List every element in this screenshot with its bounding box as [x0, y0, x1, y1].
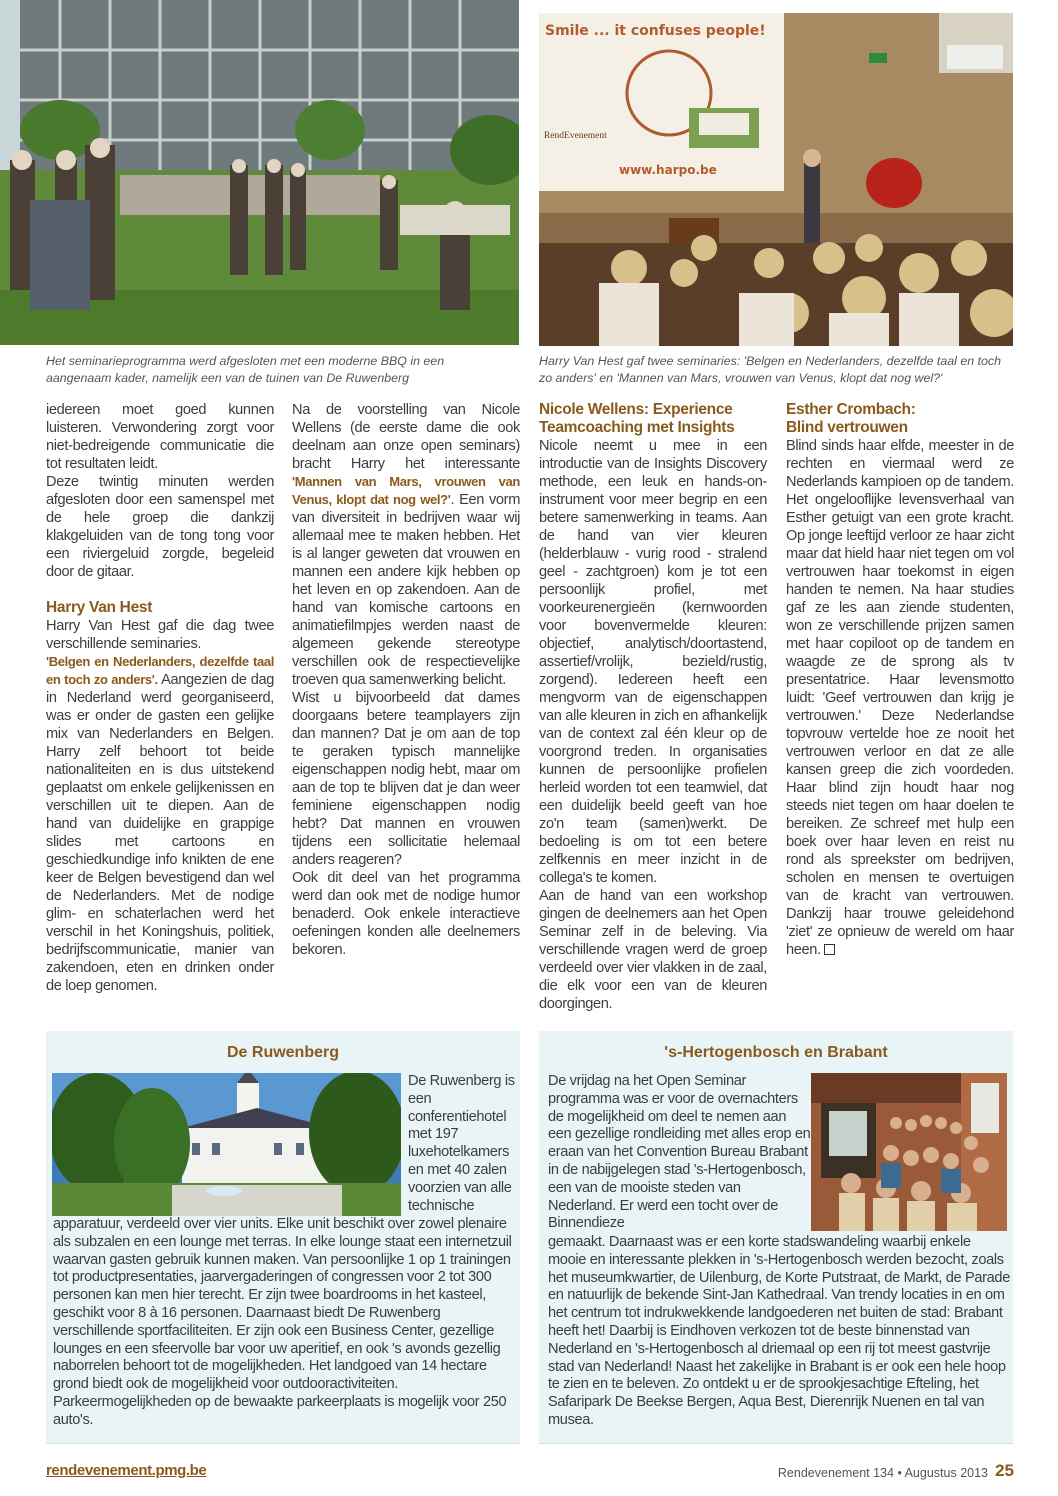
seminar-title: 'Mannen van Mars, vrouwen van Venus, klopt dat nog wel?'	[292, 474, 520, 507]
caption-seminar-photo: Harry Van Hest gaf twee seminaries: 'Belgen en Nederlanders, dezelfde taal en toch zo anders' en 'Mannen van Mars, vrouwen van Venus, klopt dat nog wel?'	[539, 354, 1001, 385]
article-column-2	[292, 401, 520, 959]
footer-issue-info: Rendevenement 134 • Augustus 2013	[777, 1466, 988, 1480]
info-box-de-ruwenberg	[46, 1031, 520, 1444]
paragraph: Wist u bijvoorbeeld dat dames doorgaans betere teamplayers zijn dan mannen? Dat je om aan de top te geraken typisch mannelijke eigenschappen nodig hebt, maar om aan de top te blijven dat je dan weer feminiene eigenschappen nodig hebt? Dat mannen en vrouwen tijdens een sollicitatie helemaal anders reageren?	[292, 690, 520, 868]
end-of-article-icon	[824, 944, 835, 955]
paragraph: Deze twintig minuten werden afgesloten door een samenspel met de hele groep die dankzij klakgeluiden van de tong tong voor een riviergeluid zorgde, begeleid door de gitaar.	[46, 474, 274, 580]
screen-url: www.harpo.be	[619, 163, 717, 177]
paragraph: Ook dit deel van het programma werd dan ook met de nodige humor benaderd. Ook enkele interactieve oefeningen konden alle deelnemers bekoren.	[292, 870, 520, 958]
paragraph: Na de voorstelling van Nicole Wellens (de eerste dame die ook deelnam aan onze open seminars) bracht Harry het interessante 'Mannen van Mars, vrouwen van Venus, klopt dat nog wel?'. Een vorm van diversiteit in bedrijven waar wij allemaal mee te maken hebben. Het is al langer geweten dat vrouwen en mannen een andere kijk hebben op het leven en op zakendoen. Aan de hand van komische cartoons en animatiefilmpjes werden naast de algemeen gekende stereotype verschillen ook de respectievelijke troeven qua samenwerking belicht.	[292, 402, 520, 688]
seminar-title: 'Belgen en Nederlanders, dezelfde taal en toch zo anders'.	[46, 654, 274, 687]
photo-group-tour	[811, 1073, 1007, 1231]
paragraph: Nicole neemt u mee in een introductie van de Insights Discovery methode, een leuk en hands-on-instrument voor meer begrip en een betere samenwerking in teams. Aan de hand van vier kleuren (helderblauw - vurig rood - stralend geel - zachtgroen) kom je tot een persoonlijk profiel, met voorkeurenergieën (kernwoorden voor bovenvermelde kleuren: objectief, analytisch/doortastend, assertief/vrolijk, bezield/rustig, zorgend). Iedereen heeft een mengvorm van de eigenschappen van alle kleuren in zich en afhankelijk van de context zal één kleur op de voorgrond treden. In organisaties kunnen de persoonlijke profielen herleid worden tot een teamwiel, dat een duidelijk beeld geeft van hoe zo'n team (samen)werkt. De bedoeling is om tot een betere zelfkennis en meer inzicht in de collega's te komen.	[539, 438, 767, 886]
photo-seminar-presentation	[539, 13, 1013, 346]
paragraph: 'Belgen en Nederlanders, dezelfde taal en toch zo anders'. Aangezien de dag in Nederland werd georganiseerd, was er onder de gasten een gelijke mix van Nederlanders en Belgen. Harry zelf behoort tot beide nationaliteiten en is dus uitstekend geplaatst om enkele gelijkenissen en verschillen uit te diepen. Aan de hand van duidelijke en grappige slides met cartoons en geschiedkundige info knikten de ene keer de Belgen bevestigend dan wel de Nederlanders. Met de nodige glim- en schaterlachen werd het verschil in het Koningshuis, politiek, bedrijfscommunicatie, manier van zakendoen, eten en drinken onder de loep genomen.	[46, 654, 275, 994]
section-heading-nicole-wellens: Nicole Wellens: Experience Teamcoaching met Insights	[539, 401, 735, 436]
article-column-3	[539, 401, 767, 1013]
caption-garden-photo: Het seminarieprogramma werd afgesloten met een moderne BBQ in een aangenaam kader, namelijk een van de tuinen van De Ruwenberg	[46, 354, 445, 385]
box-intro-text: De Ruwenberg is een conferentiehotel met 197 luxehotelkamers en met 40 zalen voorzien van alle technische	[408, 1073, 515, 1214]
photo-de-ruwenberg-castle	[52, 1073, 401, 1216]
box-title: De Ruwenberg	[226, 1044, 339, 1061]
box-title: 's-Hertogenbosch en Brabant	[664, 1044, 888, 1061]
section-heading-esther-crombach: Esther Crombach: Blind vertrouwen	[786, 401, 916, 436]
photo-garden-bbq	[0, 0, 519, 345]
screen-brand: RendEvenement	[544, 131, 607, 141]
info-box-s-hertogenbosch	[539, 1031, 1013, 1444]
box-body-text: gemaakt. Daarnaast was er een korte stadswandeling waarbij enkele mooie en interessante plekken in 's-Hertogenbosch werden bezocht, zoals het museumkwartier, de Uilenburg, de Korte Putstraat, de Markt, de Parade en natuurlijk de bekende Sint-Jan Kathedraal. Van trendy locaties in en om het centrum tot indrukwekkende landgoederen net buiten de stad: Brabant heeft het! Daarbij is Eindhoven verkozen tot de beste binnenstad van Nederland en 's-Hertogenbosch al driemaal op een rij tot meest gastvrije stad van Nederland! Naast het zakelijke in Brabant is er ook een hele hoop te zien en te beleven. Zo ontdekt u er de sprookjesachtige Efteling, het Safaripark De Beekse Bergen, Aqua Best, Dierenrijk Nuenen en tal van musea.	[548, 1234, 1010, 1428]
article-column-1	[46, 401, 274, 995]
screen-slogan: Smile ... it confuses people!	[545, 23, 766, 39]
paragraph: Aan de hand van een workshop gingen de deelnemers aan het Open Seminar zelf in de beleving. Via verschillende vragen werd de groep verdeeld over vier vlakken in de zaal, die elk voor een van de kleuren doorgingen.	[539, 888, 767, 1012]
paragraph: iedereen moet goed kunnen luisteren. Verwondering zorgt voor niet-bedreigende communicatie die tot resultaten leidt.	[46, 402, 274, 472]
box-body-text: apparatuur, verdeeld over vier units. Elke unit beschikt over zowel plenaire als subzalen en een lounge met terras. In elke lounge staat een internetzuil waarvan gasten gebruik kunnen maken. Van persoonlijke 1 op 1 trainingen tot productpresentaties, jaarvergaderingen of congressen voor 2 tot 300 personen kan men hier terecht. Er zijn twee boardrooms in het kasteel, geschikt voor 8 à 16 personen. Daarnaast biedt De Ruwenberg verschillende sportfaciliteiten. Er zijn ook een Business Center, gezellige lounges en een sfeervolle bar voor uw aperitief, en ook 's avonds gezellig naborrelen behoort tot de mogelijkheden. Het landgoed van 14 hectare grond biedt ook de mogelijkheid voor outdooractiviteiten. Parkeermogelijkheden op de bewaakte parkeerplaats is mogelijk voor 250 auto's.	[53, 1216, 512, 1428]
paragraph: Blind sinds haar elfde, meester in de rechten en viermaal werd ze Nederlands kampioen op de tandem. Het ongelooflijke levensverhaal van Esther getuigt van een grote kracht. Op jonge leeftijd verloor ze haar zicht maar dat hield haar niet tegen om vol vertrouwen haar toekomst in eigen handen te nemen. Na haar studies gaf ze les aan ziende studenten, won ze verschillende prijzen samen met haar copiloot op de tandem en waagde ze de sprong als tv presentatrice. Haar levensmotto luidt: 'Geef vertrouwen dan krijg je vertrouwen.' Deze Nederlandse topvrouw vertelde hoe ze nooit het vertrouwen verloor en dat ze alle kansen greep die zich voordeden. Haar blind zijn houdt haar nog steeds niet tegen om haar doelen te bereiken. Ze schreef met hulp een boek over haar leven en reist nu rond als spreekster om bedrijven, scholen en mensen te overtuigen van de kracht van vertrouwen. Dankzij haar trouwe geleidehond 'ziet' ze opnieuw de wereld om haar heen.	[786, 438, 1014, 958]
article-column-4	[786, 401, 1014, 959]
box-intro-text: De vrijdag na het Open Seminar programma was er voor de overnachters de mogelijkheid om deel te nemen aan een gezellige rondleiding met alles erop en eraan van het Convention Bureau Brabant in de nabijgelegen stad 's-Hertogenbosch, een van de mooiste steden van Nederland. Er werd een tocht over de Binnendieze	[548, 1073, 811, 1232]
paragraph: Harry Van Hest gaf die dag twee verschillende seminaries.	[46, 618, 274, 652]
footer-website-link[interactable]: rendevenement.pmg.be	[46, 1462, 207, 1479]
section-heading-harry-van-hest: Harry Van Hest	[46, 599, 153, 616]
page-number: 25	[995, 1461, 1014, 1480]
